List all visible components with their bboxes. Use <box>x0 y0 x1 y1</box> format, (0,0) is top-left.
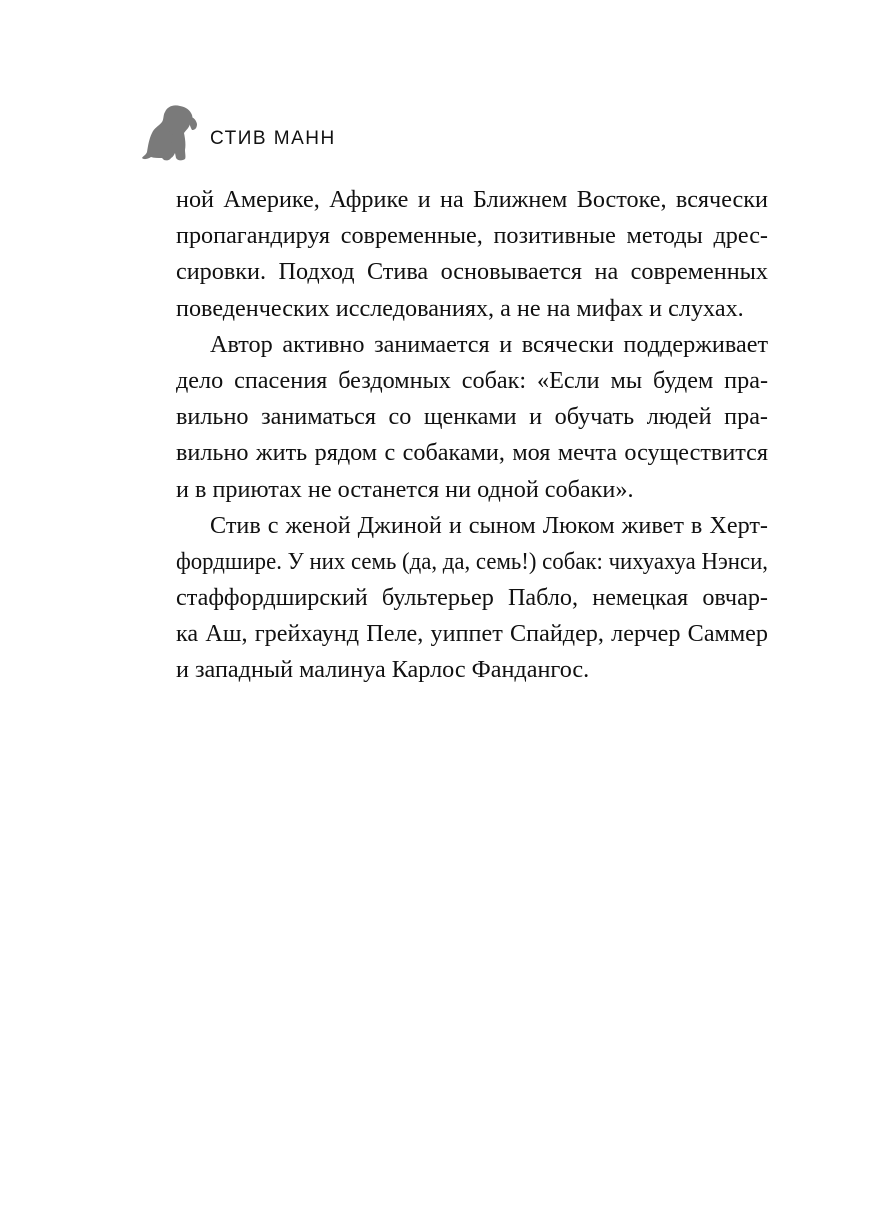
text-line: вильно заниматься со щенками и обучать людей пра- <box>176 403 768 431</box>
text-line: сировки. Подход Стива основывается на современных <box>176 258 768 286</box>
text-line: и в приютах не останется ни одной собаки». <box>176 475 634 503</box>
dog-silhouette-icon <box>140 100 204 164</box>
text-line: Стив с женой Джиной и сыном Люком живет в Херт- <box>210 511 768 539</box>
paragraph-2 <box>176 327 768 508</box>
text-line: поведенческих исследованиях, а не на мифах и слухах. <box>176 294 744 322</box>
text-line: вильно жить рядом с собаками, моя мечта осуществится <box>176 439 769 467</box>
paragraph-1 <box>176 182 768 327</box>
paragraph-3 <box>176 508 768 689</box>
text-line: Автор активно занимается и всячески поддерживает <box>210 330 769 358</box>
running-head: СТИВ МАНН <box>210 128 336 149</box>
text-line: ка Аш, грейхаунд Пеле, уиппет Спайдер, лерчер Саммер <box>176 620 768 648</box>
text-line: и западный малинуа Карлос Фандангос. <box>176 656 590 684</box>
body-text <box>176 182 768 689</box>
text-line: фордшире. У них семь (да, да, семь!) собак: чихуахуа Нэнси, <box>176 547 769 575</box>
text-line: дело спасения бездомных собак: «Если мы будем пра- <box>176 366 768 394</box>
text-line: ной Америке, Африке и на Ближнем Востоке, всячески <box>176 186 768 213</box>
text-line: пропагандируя современные, позитивные методы дрес- <box>176 222 768 250</box>
page-header <box>140 100 440 164</box>
text-line: стаффордширский бультерьер Пабло, немецкая овчар- <box>176 584 768 612</box>
